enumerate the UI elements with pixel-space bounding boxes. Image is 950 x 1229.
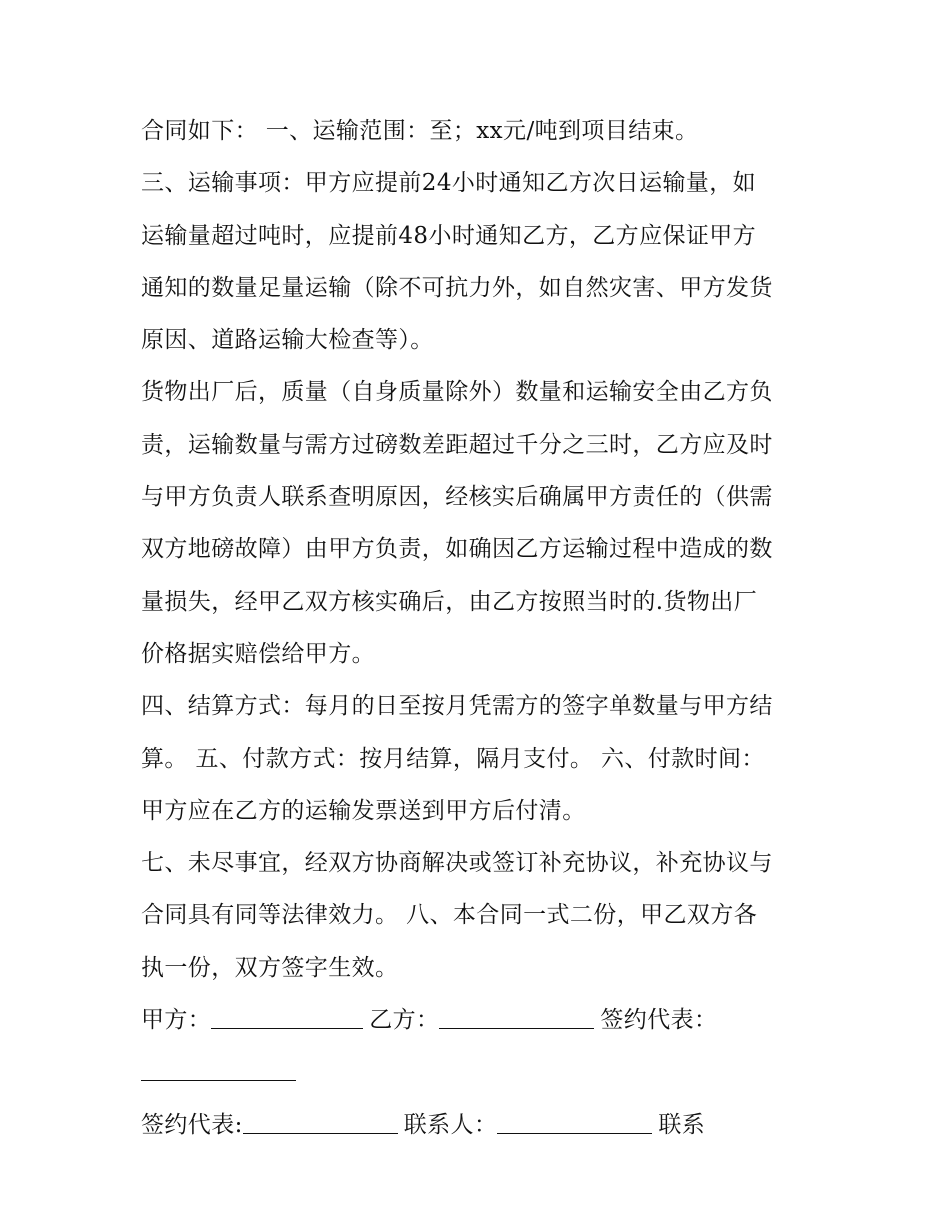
text-line: 四、结算方式：每月的日至按月凭需方的签字单数量与甲方结 [141,693,773,720]
text-line: 甲方应在乙方的运输发票送到甲方后付清。 [141,797,586,824]
text-line: 与甲方负责人联系查明原因，经核实后确属甲方责任的（供需 [141,484,773,511]
text-line: 运输量超过吨时，应提前48小时通知乙方，乙方应保证甲方 [141,222,757,249]
contact-person-label: 联系人： [403,1111,498,1138]
representative-label-2: 签约代表: [141,1111,243,1138]
representative-signature-blank[interactable] [141,1057,296,1081]
text-line: 双方地磅故障）由甲方负责，如确因乙方运输过程中造成的数 [141,536,773,563]
text-line: 执一份，双方签字生效。 [141,954,399,981]
text-line: 货物出厂后，质量（自身质量除外）数量和运输安全由乙方负 [141,379,773,406]
text-line: 通知的数量足量运输（除不可抗力外，如自然灾害、甲方发货 [141,274,773,301]
party-a-signature-blank[interactable] [211,1005,363,1029]
representative-label: 签约代表： [600,1007,718,1034]
party-b-signature-blank[interactable] [439,1005,594,1029]
contact-person-blank[interactable] [497,1110,652,1134]
text-line: 责，运输数量与需方过磅数差距超过千分之三时，乙方应及时 [141,431,773,458]
text-line: 量损失，经甲乙双方核实确后，由乙方按照当时的.货物出厂 [141,588,758,615]
party-b-label: 乙方： [369,1007,440,1034]
contract-body [141,105,821,1151]
text-line: 算。 五、付款方式：按月结算，隔月支付。 六、付款时间： [141,745,765,772]
text-line: 原因、道路运输大检查等）。 [141,327,434,354]
signature-line-continued [141,1046,821,1098]
party-a-label: 甲方： [141,1007,212,1034]
signature-line-parties [141,994,821,1046]
representative-2-signature-blank[interactable] [243,1110,398,1134]
text-line: 七、未尽事宜，经双方协商解决或签订补充协议，补充协议与 [141,850,773,877]
text-line: 三、运输事项：甲方应提前24小时通知乙方次日运输量，如 [141,170,757,197]
contact-label: 联系 [658,1111,706,1138]
signature-line-contacts [141,1099,821,1151]
text-line: 合同具有同等法律效力。 八、本合同一式二份，甲乙双方各 [141,902,758,929]
text-line: 价格据实赔偿给甲方。 [141,640,375,667]
text-line: 合同如下： 一、运输范围：至；xx元/吨到项目结束。 [141,118,699,144]
